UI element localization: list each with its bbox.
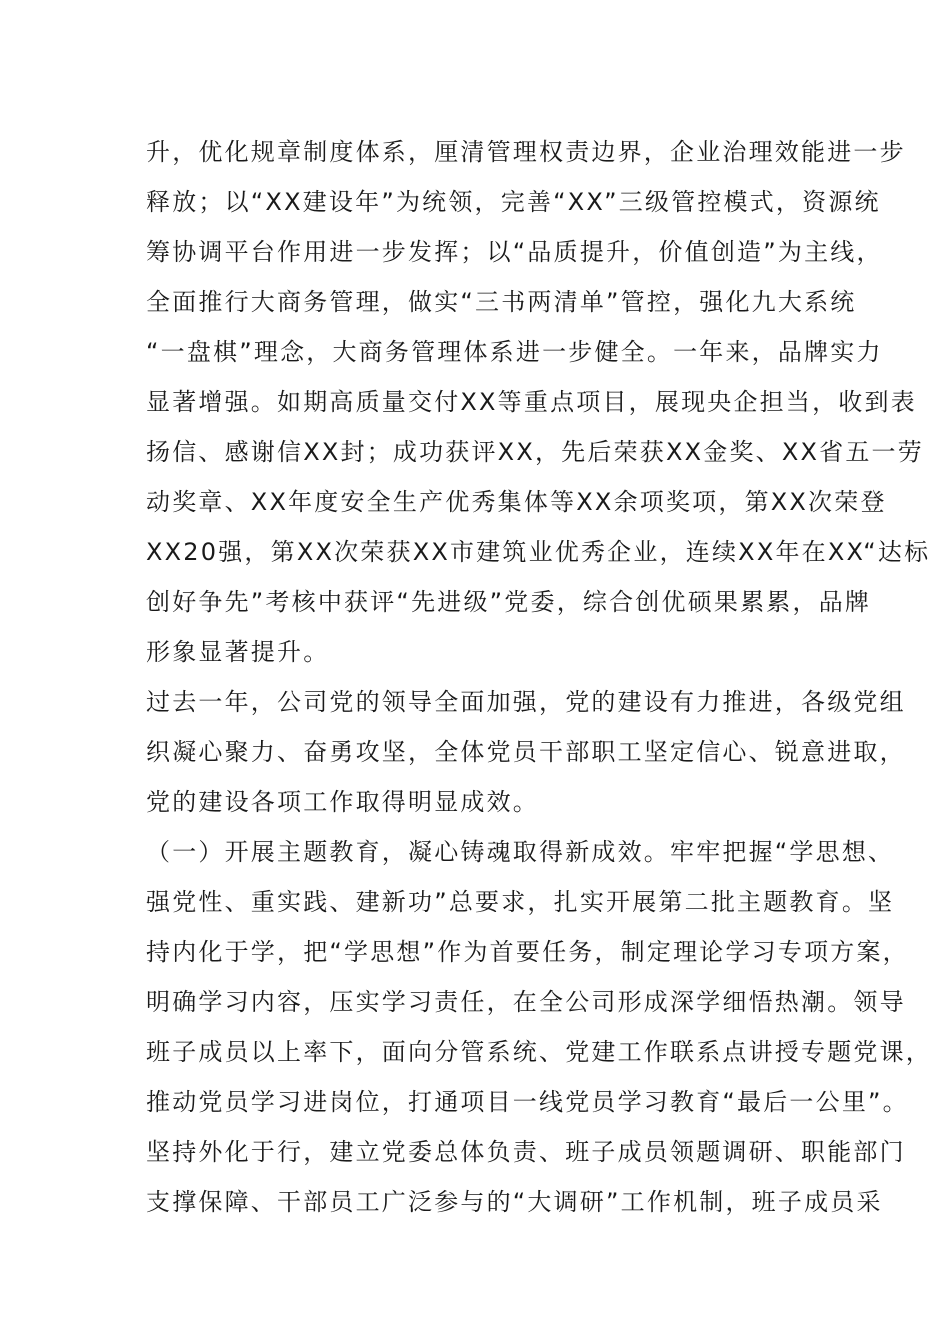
text-line: 形象显著提升。 <box>146 638 330 666</box>
text-line: 显著增强。如期高质量交付XX等重点项目，展现央企担当，收到表 <box>146 388 917 416</box>
text-line: 筹协调平台作用进一步发挥；以“品质提升，价值创造”为主线， <box>146 238 883 266</box>
text-line: 扬信、感谢信XX封；成功获评XX，先后荣获XX金奖、XX省五一劳 <box>146 438 924 466</box>
text-line: 推动党员学习进岗位，打通项目一线党员学习教育“最后一公里”。 <box>146 1088 909 1116</box>
text-line: XX20强，第XX次荣获XX市建筑业优秀企业，连续XX年在XX“达标 <box>146 538 931 566</box>
text-line: 过去一年，公司党的领导全面加强，党的建设有力推进，各级党组 <box>146 688 906 716</box>
text-line: 创好争先”考核中获评“先进级”党委，综合创优硕果累累，品牌 <box>146 588 872 616</box>
text-line: 强党性、重实践、建新功”总要求，扎实开展第二批主题教育。坚 <box>146 888 895 916</box>
text-line: （一）开展主题教育，凝心铸魂取得新成效。牢牢把握“学思想、 <box>146 838 895 866</box>
text-line: 织凝心聚力、奋勇攻坚，全体党员干部职工坚定信心、锐意进取， <box>146 738 906 766</box>
text-line: 持内化于学，把“学思想”作为首要任务，制定理论学习专项方案， <box>146 938 909 966</box>
text-line: “一盘棋”理念，大商务管理体系进一步健全。一年来，品牌实力 <box>146 338 883 366</box>
text-line: 升，优化规章制度体系，厘清管理权责边界，企业治理效能进一步 <box>146 138 906 166</box>
text-line: 动奖章、XX年度安全生产优秀集体等XX余项奖项，第XX次荣登 <box>146 488 887 516</box>
text-line: 明确学习内容，压实学习责任，在全公司形成深学细悟热潮。领导 <box>146 988 906 1016</box>
text-line: 坚持外化于行，建立党委总体负责、班子成员领题调研、职能部门 <box>146 1138 906 1166</box>
text-line: 全面推行大商务管理，做实“三书两清单”管控，强化九大系统 <box>146 288 857 316</box>
text-line: 释放；以“XX建设年”为统领，完善“XX”三级管控模式，资源统 <box>146 188 881 216</box>
text-line: 班子成员以上率下，面向分管系统、党建工作联系点讲授专题党课， <box>146 1038 932 1066</box>
text-line: 党的建设各项工作取得明显成效。 <box>146 788 539 816</box>
text-line: 支撑保障、干部员工广泛参与的“大调研”工作机制，班子成员采 <box>146 1188 883 1216</box>
